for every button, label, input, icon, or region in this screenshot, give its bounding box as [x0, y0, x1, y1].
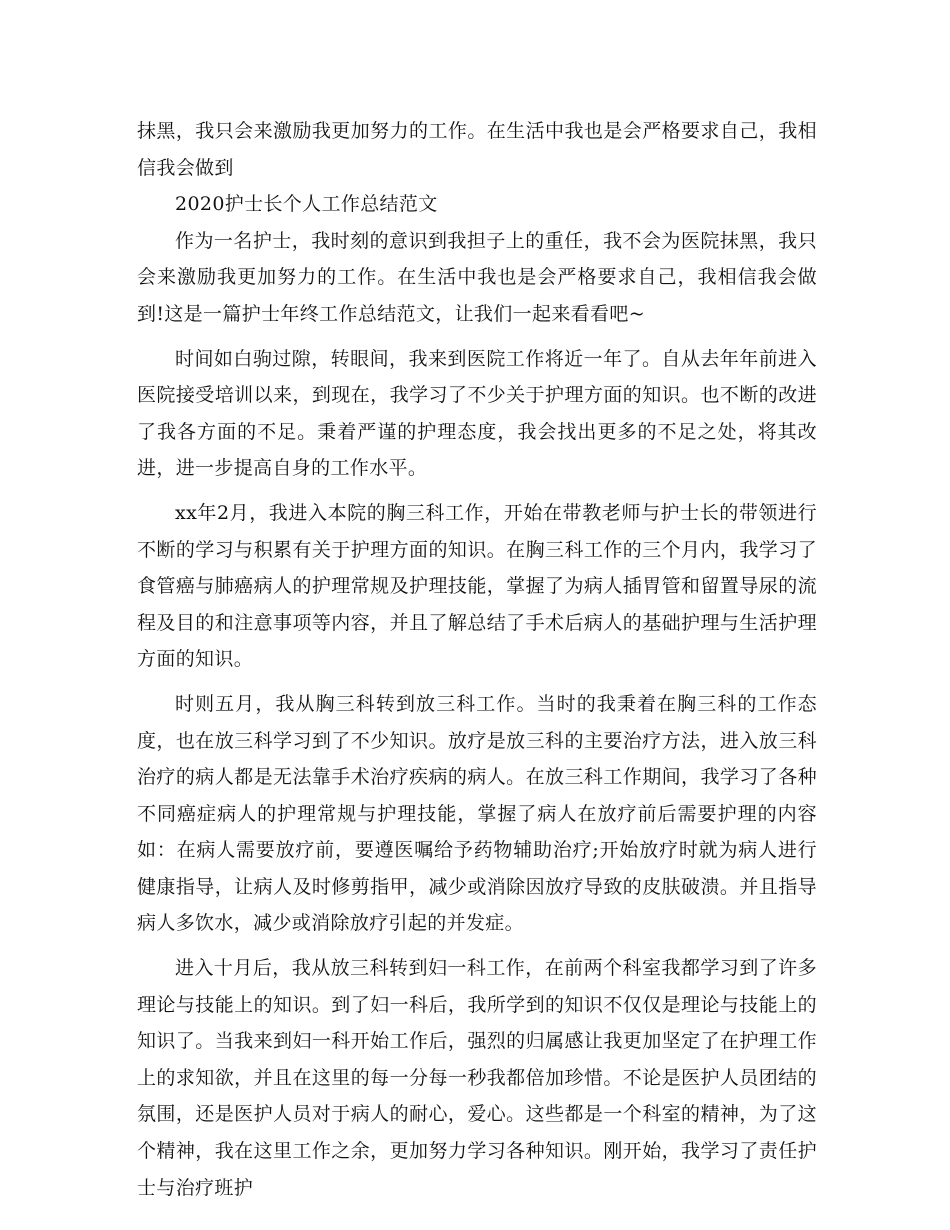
document-body [137, 113, 817, 1214]
paragraph-may: 时则五月，我从胸三科转到放三科工作。当时的我秉着在胸三科的工作态度，也在放三科学习到了不少知识。放疗是放三科的主要治疗方法，进入放三科治疗的病人都是无法靠手术治疗疾病的病人。在放三科工作期间，我学习了各种不同癌症病人的护理常规与护理技能，掌握了病人在放疗前后需要护理的内容如：在病人需要放疗前，要遵医嘱给予药物辅助治疗;开始放疗时就为病人进行健康指导，让病人及时修剪指甲，减少或消除因放疗导致的皮肤破溃。并且指导病人多饮水，减少或消除放疗引起的并发症。 [137, 692, 817, 935]
paragraph-time: 时间如白驹过隙，转眼间，我来到医院工作将近一年了。自从去年年前进入医院接受培训以来，到现在，我学习了不少关于护理方面的知识。也不断的改进了我各方面的不足。秉着严谨的护理态度，我会找出更多的不足之处，将其改进，进一步提高自身的工作水平。 [137, 347, 817, 480]
paragraph-february: xx年2月，我进入本院的胸三科工作，开始在带教老师与护士长的带领进行不断的学习与积累有关于护理方面的知识。在胸三科工作的三个月内，我学习了食管癌与肺癌病人的护理常规及护理技能，掌握了为病人插胃管和留置导尿的流程及目的和注意事项等内容，并且了解总结了手术后病人的基础护理与生活护理方面的知识。 [137, 501, 817, 671]
continuation-paragraph: 抹黑，我只会来激励我更加努力的工作。在生活中我也是会严格要求自己，我相信我会做到 [137, 120, 817, 179]
paragraph-october: 进入十月后，我从放三科转到妇一科工作，在前两个科室我都学习到了许多理论与技能上的知识。到了妇一科后，我所学到的知识不仅仅是理论与技能上的知识了。当我来到妇一科开始工作后，强烈的归属感让我更加坚定了在护理工作上的求知欲，并且在这里的每一分每一秒我都倍加珍惜。不论是医护人员团结的氛围，还是医护人员对于病人的耐心，爱心。这些都是一个科室的精神，为了这个精神，我在这里工作之余，更加努力学习各种知识。刚开始，我学习了责任护士与治疗班护 [137, 957, 817, 1199]
document-title: 2020护士长个人工作总结范文 [175, 193, 438, 216]
paragraph-intro: 作为一名护士，我时刻的意识到我担子上的重任，我不会为医院抹黑，我只会来激励我更加努力的工作。在生活中我也是会严格要求自己，我相信我会做到!这是一篇护士年终工作总结范文，让我们一起来看看吧~ [137, 229, 817, 325]
